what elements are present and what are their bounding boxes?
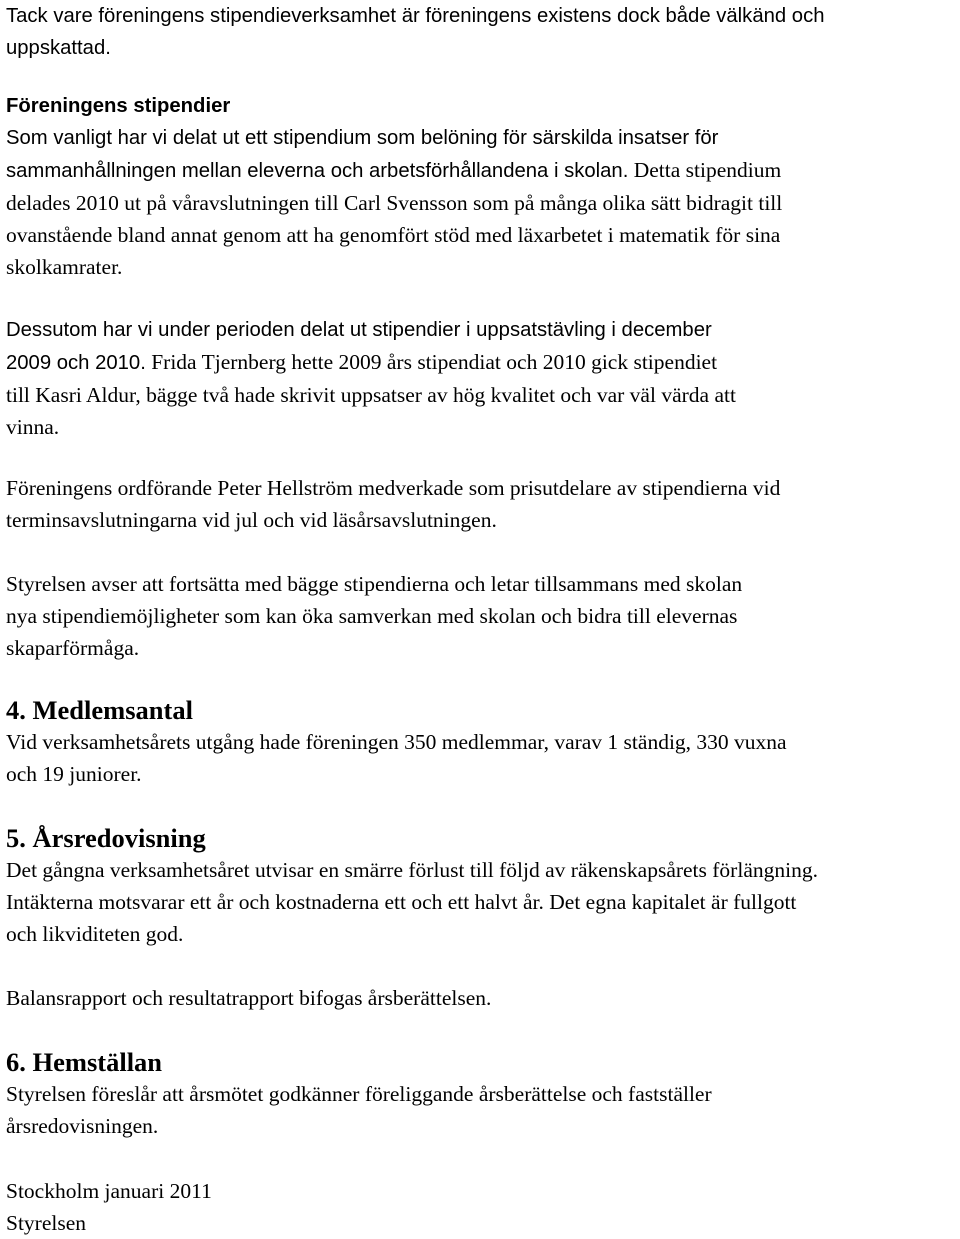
hemstallan-line: Styrelsen föreslår att årsmötet godkänner föreliggande årsberättelse och fastställer	[6, 1082, 712, 1106]
arsredovisning-line: och likviditeten god.	[6, 922, 184, 946]
arsredovisning-line: Det gångna verksamhetsåret utvisar en smärre förlust till följd av räkenskapsårets förlängning.	[6, 858, 818, 882]
stipendier-text-line: ovanstående bland annat genom att ha genomfört stöd med läxarbetet i matematik för sina	[6, 223, 781, 247]
stipendier-text-line: Som vanligt har vi delat ut ett stipendium som belöning för särskilda insatser för	[6, 127, 719, 149]
stipendier-section	[6, 90, 782, 283]
medlemsantal-line: och 19 juniorer.	[6, 762, 142, 786]
ordforande-paragraph	[6, 472, 780, 536]
arsredovisning-line: Intäkterna motsvarar ett år och kostnaderna ett och ett halvt år. Det egna kapitalet är fullgott	[6, 890, 797, 914]
uppsats-fragment: 2009 och 2010.	[6, 352, 146, 374]
uppsats-line: Dessutom har vi under perioden delat ut stipendier i uppsatstävling i december	[6, 319, 712, 341]
signature-block	[6, 1175, 212, 1239]
styrelsen-plan-line: nya stipendiemöjligheter som kan öka samverkan med skolan och bidra till elevernas	[6, 604, 738, 628]
styrelsen-plan-line: Styrelsen avser att fortsätta med bägge stipendierna och letar tillsammans med skolan	[6, 572, 743, 596]
balansrapport-line: Balansrapport och resultatrapport bifogas årsberättelsen.	[6, 986, 492, 1010]
signature-place-date: Stockholm januari 2011	[6, 1179, 212, 1203]
uppsats-fragment: Frida Tjernberg hette 2009 års stipendiat och 2010 gick stipendiet	[145, 350, 718, 374]
medlemsantal-heading: 4. Medlemsantal	[6, 695, 193, 725]
stipendier-text-line: delades 2010 ut på våravslutningen till Carl Svensson som på många olika sätt bidragit till	[6, 191, 783, 215]
hemstallan-line: årsredovisningen.	[6, 1114, 159, 1138]
signature-signer: Styrelsen	[6, 1211, 87, 1235]
uppsats-line: till Kasri Aldur, bägge två hade skrivit uppsatser av hög kvalitet och var väl värda att	[6, 383, 736, 407]
stipendier-text-fragment: sammanhållningen mellan eleverna och arbetsförhållandena i skolan.	[6, 160, 629, 182]
arsredovisning-heading: 5. Årsredovisning	[6, 823, 206, 853]
styrelsen-plan-paragraph	[6, 568, 742, 664]
intro-line: Tack vare föreningens stipendieverksamhet är föreningens existens dock både välkänd och	[6, 5, 825, 27]
uppsats-paragraph	[6, 314, 736, 443]
stipendier-text-line	[6, 154, 782, 187]
uppsats-line: vinna.	[6, 415, 60, 439]
uppsats-line	[6, 346, 736, 379]
ordforande-line: Föreningens ordförande Peter Hellström medverkade som prisutdelare av stipendierna vid	[6, 476, 781, 500]
intro-paragraph	[6, 0, 825, 64]
balansrapport-paragraph	[6, 982, 491, 1014]
stipendier-heading: Föreningens stipendier	[6, 95, 231, 117]
hemstallan-heading: 6. Hemställan	[6, 1047, 163, 1077]
medlemsantal-section	[6, 694, 787, 790]
hemstallan-section	[6, 1046, 712, 1142]
stipendier-text-fragment: Detta stipendium	[628, 158, 782, 182]
intro-line: uppskattad.	[6, 37, 111, 59]
arsredovisning-section	[6, 822, 818, 950]
stipendier-text-line: skolkamrater.	[6, 255, 123, 279]
medlemsantal-line: Vid verksamhetsårets utgång hade föreningen 350 medlemmar, varav 1 ständig, 330 vuxna	[6, 730, 787, 754]
ordforande-line: terminsavslutningarna vid jul och vid läsårsavslutningen.	[6, 508, 497, 532]
styrelsen-plan-line: skaparförmåga.	[6, 636, 140, 660]
